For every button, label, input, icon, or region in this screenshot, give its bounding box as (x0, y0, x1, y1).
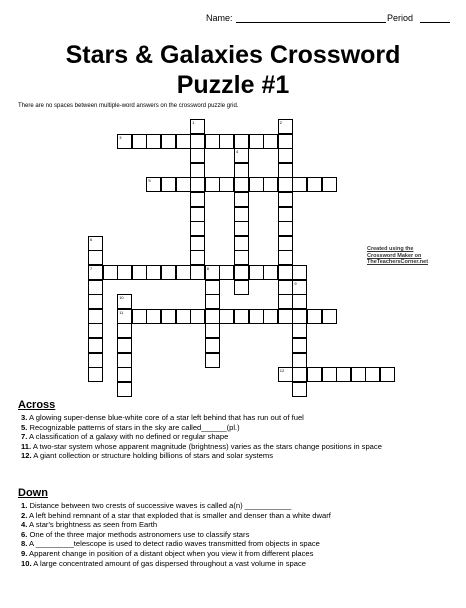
down-heading: Down (18, 487, 48, 499)
grid-cell[interactable] (234, 148, 249, 163)
clue-number: 11. (21, 441, 32, 451)
grid-cell[interactable] (176, 265, 191, 280)
grid-cell[interactable] (117, 338, 132, 353)
grid-cell[interactable] (190, 177, 205, 192)
clue-number: 3. (21, 413, 28, 422)
cell-number: 5 (148, 178, 151, 184)
clue-number: 9. (21, 548, 28, 558)
credit-line: Crossword Maker on (367, 252, 422, 259)
grid-cell[interactable] (161, 265, 176, 280)
grid-cell[interactable] (263, 134, 278, 149)
grid-cell[interactable] (234, 177, 249, 192)
grid-cell[interactable] (278, 236, 293, 251)
grid-cell[interactable] (234, 236, 249, 251)
grid-cell[interactable] (219, 134, 234, 149)
grid-cell[interactable] (249, 177, 264, 192)
grid-cell[interactable] (161, 134, 176, 149)
clue-number: 5. (21, 422, 28, 432)
clue-item (18, 520, 458, 530)
grid-cell[interactable] (205, 353, 220, 368)
clue-number: 12. (21, 451, 32, 461)
grid-cell[interactable] (292, 323, 307, 338)
clue-number: 7. (21, 432, 28, 442)
clue-number: 8. (21, 539, 28, 549)
grid-cell[interactable] (146, 309, 161, 324)
clue-item (18, 451, 458, 461)
grid-cell[interactable] (292, 294, 307, 309)
grid-cell[interactable] (234, 250, 249, 265)
clue-text: A glowing super-dense blue-white core of a star left behind that has run out of fuel (29, 413, 304, 422)
grid-cell[interactable] (249, 309, 264, 324)
grid-cell[interactable] (132, 309, 147, 324)
grid-cell[interactable] (176, 134, 191, 149)
title-line-2: Puzzle #1 (176, 71, 290, 99)
clue-item (18, 432, 458, 442)
grid-cell[interactable] (292, 309, 307, 324)
clue-item (18, 549, 458, 559)
grid-cell[interactable] (176, 309, 191, 324)
grid-cell[interactable] (292, 177, 307, 192)
across-heading: Across (18, 399, 56, 411)
grid-cell[interactable] (322, 309, 337, 324)
name-label: Name: (206, 13, 233, 23)
grid-cell[interactable] (205, 265, 220, 280)
grid-cell[interactable] (365, 367, 380, 382)
grid-cell[interactable] (292, 367, 307, 382)
grid-cell[interactable] (161, 309, 176, 324)
grid-cell[interactable] (103, 265, 118, 280)
grid-cell[interactable] (205, 338, 220, 353)
grid-cell[interactable] (132, 265, 147, 280)
grid-cell[interactable] (278, 134, 293, 149)
grid-cell[interactable] (88, 323, 103, 338)
grid-cell[interactable] (117, 265, 132, 280)
grid-cell[interactable] (307, 367, 322, 382)
grid-cell[interactable] (219, 265, 234, 280)
clue-text: A _________telescope is used to detect radio waves transmitted from objects in space (29, 539, 320, 549)
grid-cell[interactable] (278, 265, 293, 280)
grid-cell[interactable] (249, 265, 264, 280)
clue-item (18, 539, 458, 549)
clue-text: A left behind remnant of a star that exploded that is smaller and denser than a white dwarf (29, 510, 331, 520)
grid-cell[interactable] (278, 163, 293, 178)
grid-cell[interactable] (205, 280, 220, 295)
grid-cell[interactable] (234, 309, 249, 324)
cell-number: 2 (279, 120, 283, 125)
clue-item (18, 530, 458, 540)
grid-cell[interactable] (336, 367, 351, 382)
grid-cell[interactable] (117, 309, 132, 324)
grid-cell[interactable] (249, 134, 264, 149)
credit-text (367, 246, 428, 266)
clue-item (18, 442, 458, 452)
grid-cell[interactable] (380, 367, 395, 382)
grid-cell[interactable] (234, 192, 249, 207)
grid-cell[interactable] (88, 250, 103, 265)
grid-cell[interactable] (322, 177, 337, 192)
grid-cell[interactable] (307, 177, 322, 192)
clue-text: One of the three major methods astronomers use to classify stars (29, 529, 250, 539)
clue-number: 6. (21, 529, 28, 539)
cell-number: 7 (90, 266, 93, 271)
grid-cell[interactable] (278, 309, 293, 324)
clue-item (18, 559, 458, 569)
cell-number: 1 (192, 120, 195, 125)
grid-cell[interactable] (190, 309, 205, 324)
grid-cell[interactable] (117, 353, 132, 368)
grid-cell[interactable] (190, 192, 205, 207)
clue-item (18, 511, 458, 521)
grid-cell[interactable] (234, 207, 249, 222)
cell-number: 10 (119, 295, 124, 301)
grid-cell[interactable] (263, 309, 278, 324)
down-clues-section (18, 487, 458, 568)
grid-cell[interactable] (132, 134, 147, 149)
grid-cell[interactable] (292, 265, 307, 280)
grid-cell[interactable] (88, 367, 103, 382)
cell-number: 8 (206, 266, 210, 271)
grid-cell[interactable] (146, 134, 161, 149)
clue-number: 4. (21, 520, 28, 530)
grid-cell[interactable] (117, 367, 132, 382)
clue-number: 2. (21, 510, 28, 520)
cell-number: 4 (236, 149, 239, 155)
grid-cell[interactable] (292, 382, 307, 397)
grid-cell[interactable] (88, 265, 103, 280)
clue-text: Recognizable patterns of stars in the sky are called______(pl.) (29, 422, 240, 432)
grid-cell[interactable] (263, 265, 278, 280)
grid-cell[interactable] (278, 177, 293, 192)
grid-cell[interactable] (190, 250, 205, 265)
clue-text: Distance between two crests of successive waves is called a(n) ___________ (29, 501, 292, 510)
clue-text: Apparent change in position of a distant object when you view it from different places (29, 548, 314, 558)
grid-cell[interactable] (278, 119, 293, 134)
clue-number: 1. (21, 501, 28, 510)
grid-cell[interactable] (176, 177, 191, 192)
grid-cell[interactable] (88, 236, 103, 251)
grid-cell[interactable] (205, 294, 220, 309)
grid-cell[interactable] (219, 177, 234, 192)
grid-cell[interactable] (117, 134, 132, 149)
cell-number: 11 (119, 309, 124, 315)
grid-cell[interactable] (292, 338, 307, 353)
grid-cell[interactable] (234, 265, 249, 280)
grid-cell[interactable] (234, 280, 249, 295)
grid-cell[interactable] (88, 309, 103, 324)
grid-cell[interactable] (278, 250, 293, 265)
grid-cell[interactable] (190, 207, 205, 222)
cell-number: 12 (279, 368, 285, 374)
grid-cell[interactable] (117, 323, 132, 338)
grid-cell[interactable] (278, 207, 293, 222)
clue-item (18, 413, 458, 423)
grid-cell[interactable] (278, 367, 293, 382)
grid-cell[interactable] (234, 134, 249, 149)
grid-cell[interactable] (205, 323, 220, 338)
clue-item (18, 423, 458, 433)
grid-cell[interactable] (278, 221, 293, 236)
instructions: There are no spaces between multiple-word answers on the crossword puzzle grid. (18, 103, 239, 109)
cell-number: 6 (90, 236, 93, 242)
grid-cell[interactable] (190, 119, 205, 134)
period-label: Period (387, 13, 414, 23)
grid-cell[interactable] (190, 134, 205, 149)
grid-cell[interactable] (278, 280, 293, 295)
grid-cell[interactable] (322, 367, 337, 382)
grid-cell[interactable] (234, 163, 249, 178)
clue-number: 10. (21, 558, 32, 568)
grid-cell[interactable] (190, 265, 205, 280)
grid-cell[interactable] (307, 309, 322, 324)
grid-cell[interactable] (205, 134, 220, 149)
clue-item (18, 501, 458, 511)
grid-cell[interactable] (234, 221, 249, 236)
grid-cell[interactable] (205, 177, 220, 192)
credit-line: TheTeachersCorner.net (367, 259, 429, 265)
grid-cell[interactable] (161, 177, 176, 192)
grid-cell[interactable] (88, 353, 103, 368)
grid-cell[interactable] (292, 353, 307, 368)
clue-text: A two-star system whose apparent magnitude (brightness) varies as the stars change positions in space (32, 441, 382, 451)
grid-cell[interactable] (190, 221, 205, 236)
grid-cell[interactable] (351, 367, 366, 382)
clue-text: A star's brightness as seen from Earth (29, 520, 158, 530)
grid-cell[interactable] (278, 192, 293, 207)
grid-cell[interactable] (146, 177, 161, 192)
title-line-1: Stars & Galaxies Crossword (65, 41, 401, 69)
grid-cell[interactable] (292, 280, 307, 295)
grid-cell[interactable] (88, 280, 103, 295)
grid-cell[interactable] (205, 309, 220, 324)
across-clues-section (18, 399, 458, 461)
grid-cell[interactable] (88, 294, 103, 309)
grid-cell[interactable] (263, 177, 278, 192)
grid-cell[interactable] (219, 309, 234, 324)
grid-cell[interactable] (146, 265, 161, 280)
grid-cell[interactable] (117, 294, 132, 309)
clue-text: A large concentrated amount of gas dispersed throughout a vast volume in space (33, 558, 306, 568)
credit-line: Created using the (367, 246, 414, 252)
grid-cell[interactable] (190, 163, 205, 178)
grid-cell[interactable] (278, 148, 293, 163)
clue-text: A classification of a galaxy with no defined or regular shape (29, 432, 229, 442)
grid-cell[interactable] (190, 236, 205, 251)
grid-cell[interactable] (117, 382, 132, 397)
cell-number: 3 (119, 134, 122, 140)
grid-cell[interactable] (88, 338, 103, 353)
clue-text: A giant collection or structure holding billions of stars and solar systems (33, 451, 274, 461)
cell-number: 9 (294, 280, 297, 286)
grid-cell[interactable] (190, 148, 205, 163)
grid-cell[interactable] (278, 294, 293, 309)
